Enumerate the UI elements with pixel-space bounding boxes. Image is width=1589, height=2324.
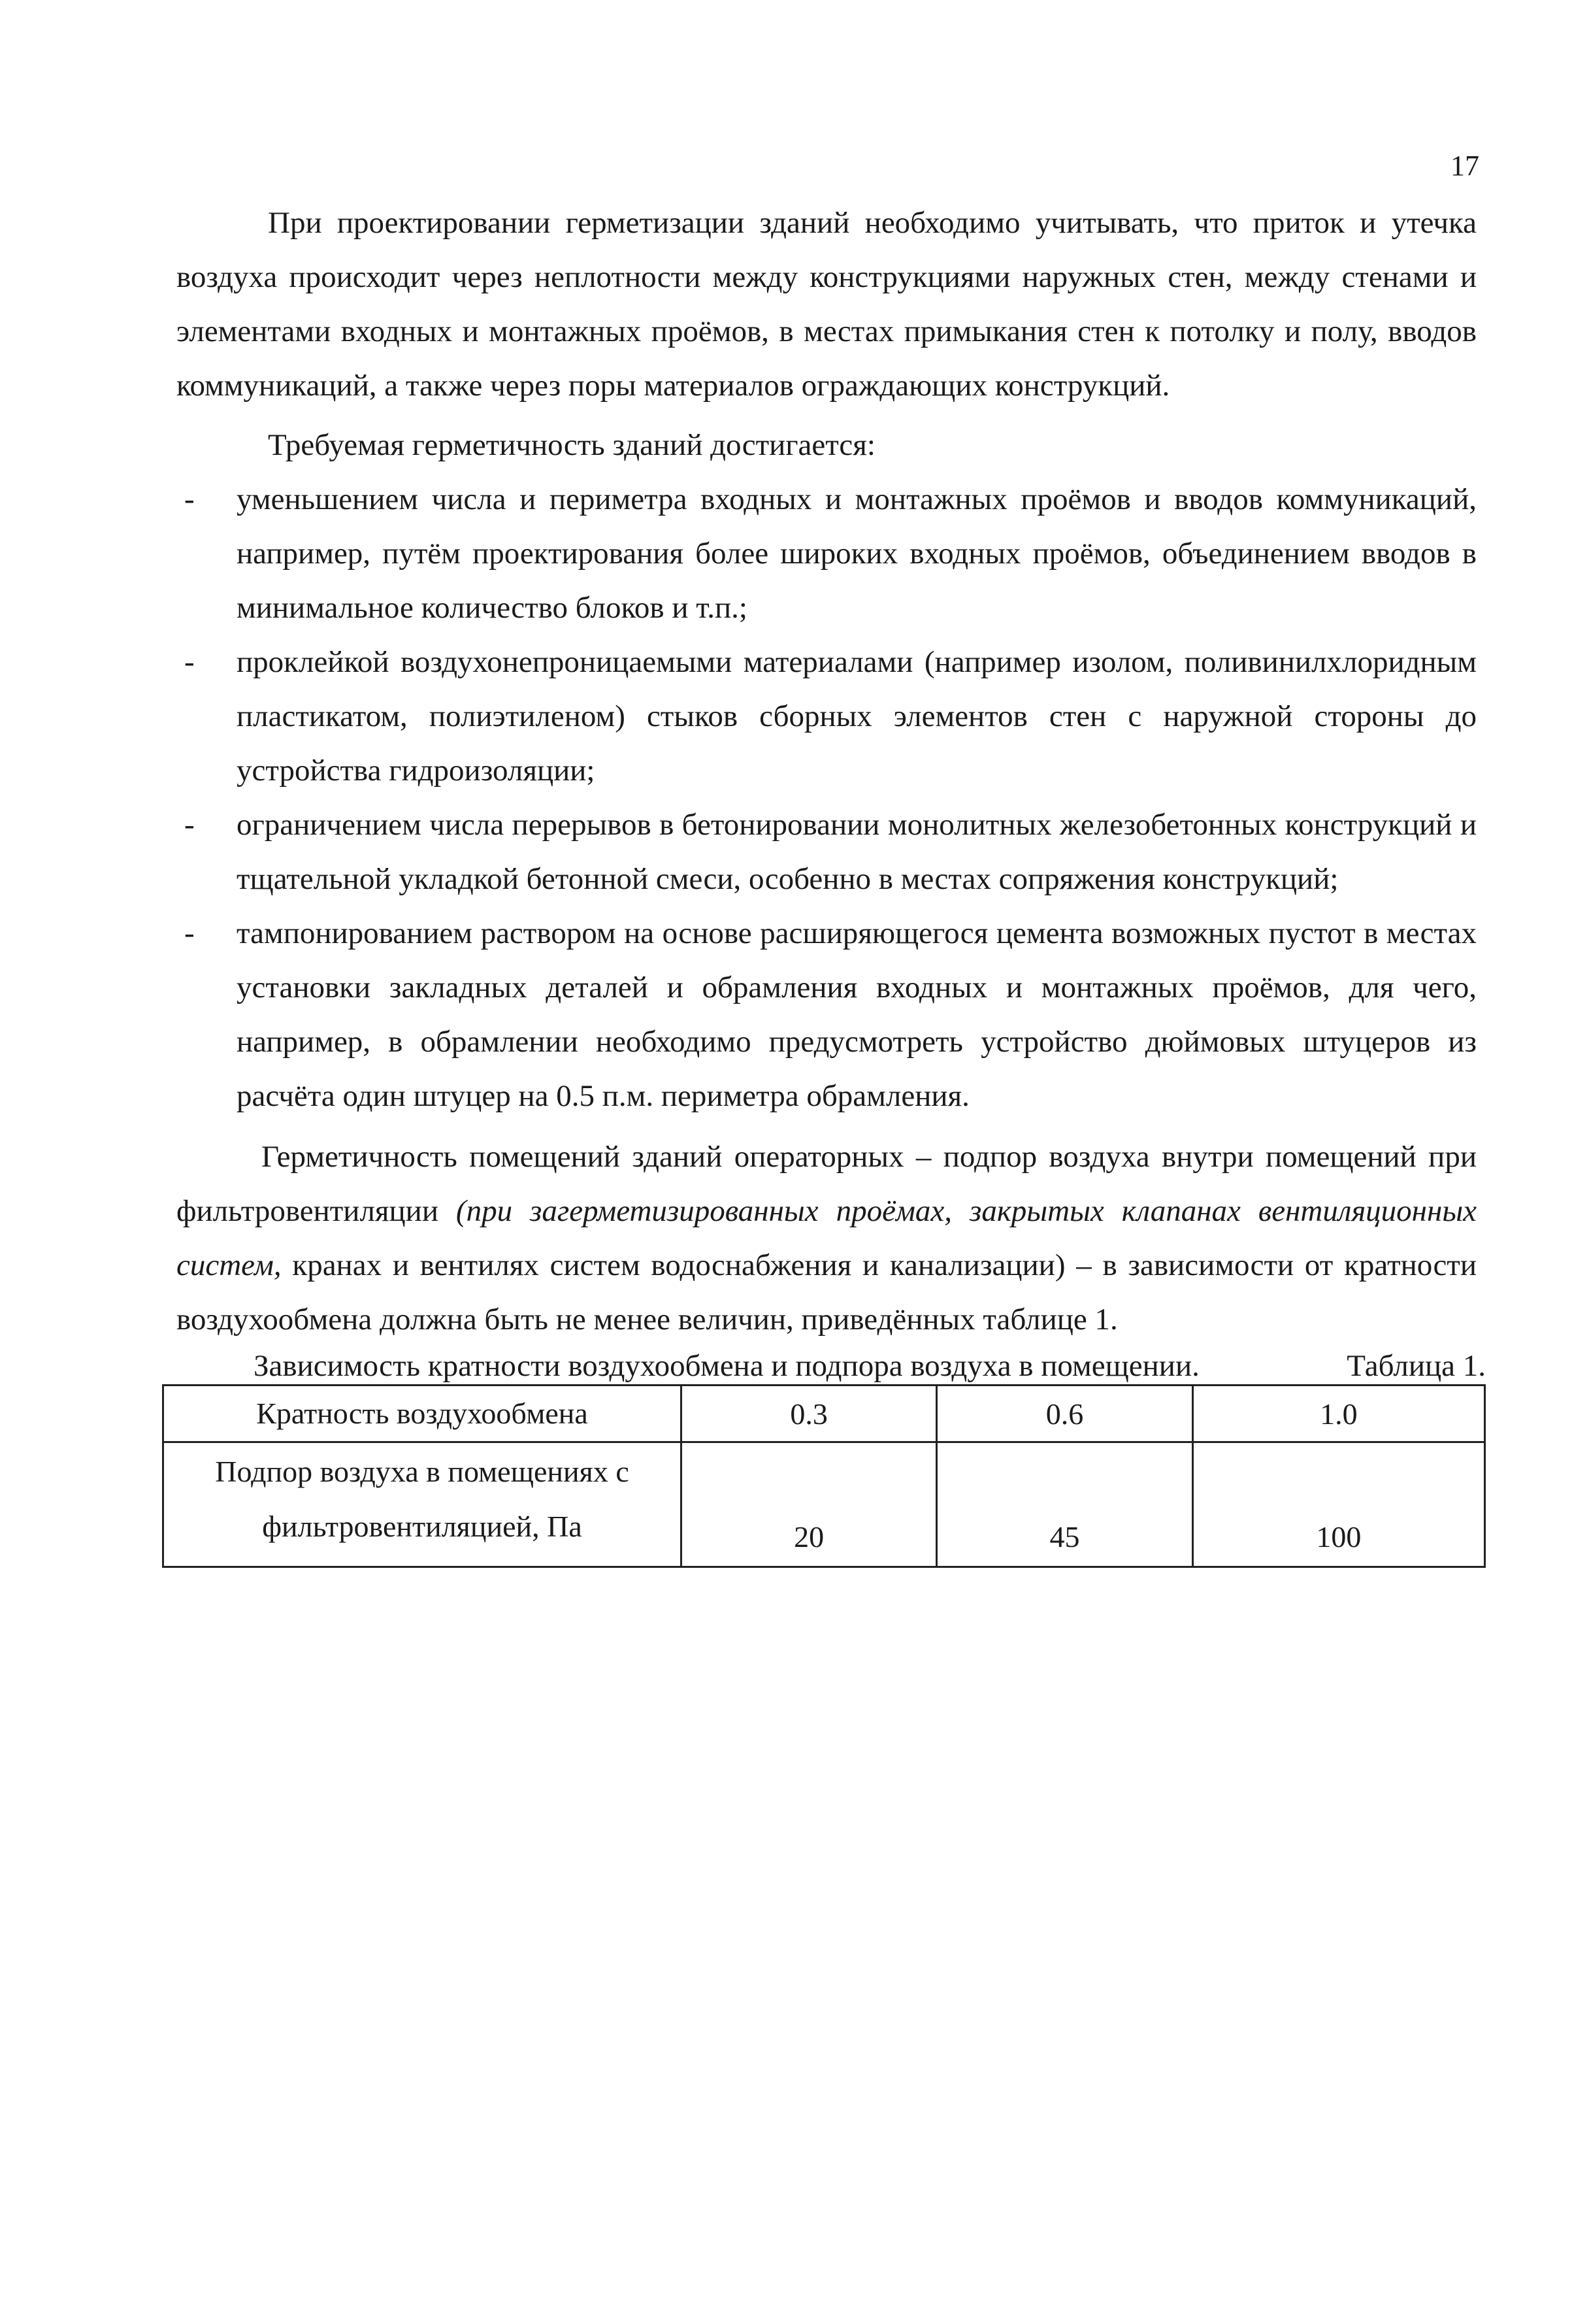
list-dash-marker: - — [184, 808, 195, 842]
table-cell: 1.0 — [1192, 1386, 1484, 1442]
paragraph-airtightness-design: При проектировании герметизации зданий необходимо учитывать, что приток и утечка воздуха происходит через неплотности между конструкциями наружных стен, между стенами и элементами входных и монтажных проёмов, в местах примыкания стен к потолку и полу, вводов коммуникаций, а также через поры материалов ограждающих конструкций. — [176, 206, 1477, 403]
list-item-text: ограничением числа перерывов в бетонировании монолитных железобетонных конструкций и тщательной укладкой бетонной смеси, особенно в местах сопряжения конструкций; — [237, 808, 1477, 896]
page-number: 17 — [1450, 150, 1479, 182]
list-item-text: проклейкой воздухонепроницаемыми материалами (например изолом, поливинилхлоридным пластикатом, полиэтиленом) стыков сборных элементов стен с наружной стороны до устройства гидроизоляции; — [237, 645, 1477, 788]
table-cell: 0.6 — [937, 1386, 1192, 1442]
table-cell: 100 — [1192, 1442, 1484, 1567]
table-row-header: Кратность воздухообмена — [163, 1386, 681, 1442]
table-caption-text: Зависимость кратности воздухообмена и подпора воздуха в помещении. — [254, 1349, 1200, 1383]
list-dash-marker: - — [184, 645, 195, 679]
table-cell: 20 — [681, 1442, 937, 1567]
table-row — [163, 1386, 1485, 1442]
table-row — [163, 1442, 1485, 1567]
list-item-text: тампонированием раствором на основе расширяющегося цемента возможных пустот в местах установки закладных деталей и обрамления входных и монтажных проёмов, для чего, например, в обрамлении необходимо предусмотреть устройство дюймовых штуцеров из расчёта один штуцер на 0.5 п.м. периметра обрамления. — [237, 916, 1477, 1113]
list-dash-marker: - — [184, 916, 195, 950]
paragraph-text: кранах и вентилях систем водоснабжения и канализации) – в зависимости от кратности воздухообмена должна быть не менее величин, приведённых таблице 1. — [176, 1248, 1477, 1336]
document-body — [176, 196, 1477, 1347]
air-pressure-table — [162, 1384, 1486, 1568]
table-cell: 45 — [937, 1442, 1192, 1567]
table-row-header-line: Подпор воздуха в помещениях с — [215, 1455, 629, 1488]
table-row-header — [163, 1442, 681, 1567]
paragraph-italic-text: (при загерметизированных проёмах, закрытых клапанах вентиляционных систем, — [176, 1194, 1477, 1282]
list-item — [176, 635, 1477, 798]
paragraph-required-airtightness: Требуемая герметичность зданий достигается: — [268, 428, 876, 462]
list-item — [176, 906, 1477, 1123]
list-dash-marker: - — [184, 482, 195, 516]
table-row-header-line: фильтровентиляцией, Па — [262, 1510, 582, 1543]
airtightness-measures-list — [176, 473, 1477, 1123]
list-item — [176, 798, 1477, 906]
paragraph-room-airtightness — [176, 1130, 1477, 1347]
paragraph-text: Герметичность помещений зданий операторных – подпор воздуха внутри помещений при фильтровентиляции — [176, 1140, 1477, 1228]
list-item-text: уменьшением числа и периметра входных и монтажных проёмов и вводов коммуникаций, например, путём проектирования более широких входных проёмов, объединением вводов в минимальное количество блоков и т.п.; — [237, 482, 1477, 625]
list-item — [176, 473, 1477, 635]
table-cell: 0.3 — [681, 1386, 937, 1442]
table-label: Таблица 1. — [1347, 1349, 1486, 1383]
